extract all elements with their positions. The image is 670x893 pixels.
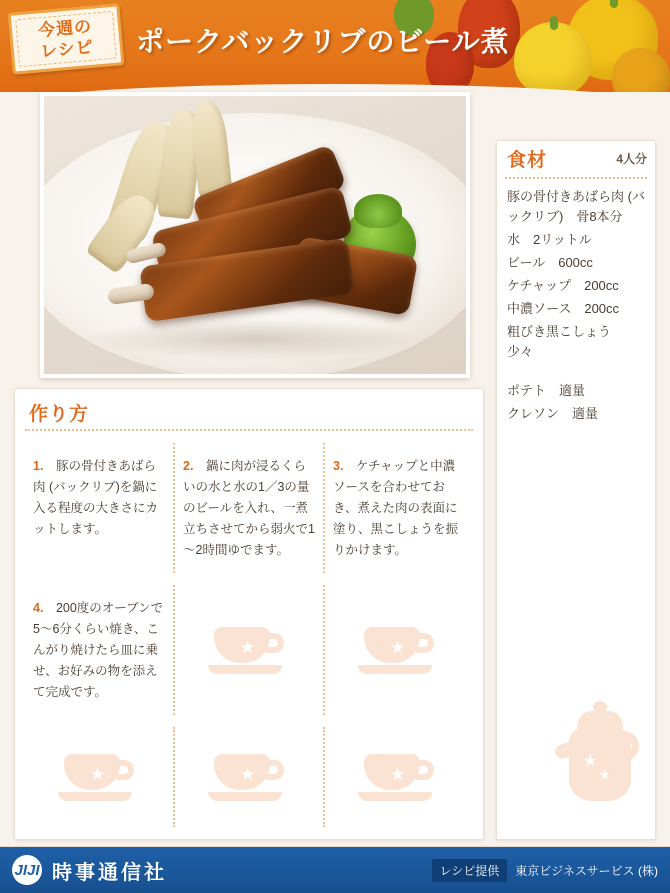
teapot-lid xyxy=(577,711,623,729)
stem-icon-2 xyxy=(550,16,558,30)
star-icon-2: ★ xyxy=(599,767,611,782)
teacup-saucer xyxy=(358,665,432,674)
decor-cell-7 xyxy=(25,721,175,833)
logo-text: JIJI xyxy=(14,861,40,879)
teacup-body xyxy=(214,754,270,790)
star-icon: ★ xyxy=(240,638,256,657)
servings-label: 4人分 xyxy=(616,151,647,166)
step-body-4: 200度のオーブンで5～6分くらい焼き、こんがり焼けたら皿に乗せ、お好みの物を添えて完成です。 xyxy=(33,600,164,699)
plate-shadow xyxy=(84,318,424,360)
badge-line-2: レシピ xyxy=(39,37,95,62)
orange-pepper-icon xyxy=(612,48,670,92)
step-number-3: 3. xyxy=(333,458,344,473)
teacup-saucer xyxy=(208,665,282,674)
ingredient-item: 粗びき黒こしょう 少々 xyxy=(507,324,625,359)
recipe-credit xyxy=(432,859,658,882)
ingredients-divider xyxy=(505,177,647,179)
step-number-2: 2. xyxy=(183,458,194,473)
star-icon: ★ xyxy=(583,753,598,770)
teacup-icon xyxy=(208,621,292,679)
stem-icon xyxy=(610,0,618,8)
step-cell-2 xyxy=(175,437,325,579)
steps-panel xyxy=(14,388,484,840)
step-body-3: ケチャップと中濃ソースを合わせておき、煮えた肉の表面に塗り、黒こしょうを振りかけます。 xyxy=(333,458,459,557)
teapot-knob xyxy=(593,701,607,713)
step-body-2: 鍋に肉が浸るくらいの水と水の1／3の量のビールを入れ、一煮立ちさせてから弱火で1～2時間ゆでます。 xyxy=(183,458,315,557)
teacup-icon-2 xyxy=(358,621,442,679)
badge-line-1: 今週の xyxy=(37,16,93,41)
ingredients-panel xyxy=(496,140,656,840)
step-text-1 xyxy=(33,456,165,540)
teacup-icon-3 xyxy=(58,748,142,806)
teacup-saucer xyxy=(208,792,282,801)
ingredients-spacer xyxy=(507,365,647,381)
teapot-body xyxy=(569,727,631,801)
step-body-1: 豚の骨付きあばら肉 (バックリブ)を鍋に入る程度の大きさにカットします。 xyxy=(33,458,159,536)
step-cell-3 xyxy=(325,437,475,579)
teacup-body xyxy=(364,754,420,790)
steps-grid xyxy=(25,437,475,833)
weekly-recipe-badge-inner xyxy=(15,11,117,67)
weekly-recipe-badge xyxy=(8,3,125,75)
garnish-item: クレソン 適量 xyxy=(507,406,599,421)
step-text-4 xyxy=(33,598,165,703)
jiji-logo-icon xyxy=(12,855,42,885)
page-header xyxy=(0,0,670,92)
decor-cell-5 xyxy=(175,579,325,721)
page-title: ポークバックリブのビール煮 xyxy=(136,26,510,57)
teacup-icon-5 xyxy=(358,748,442,806)
ingredients-title: 食材 xyxy=(507,145,547,172)
steps-title: 作り方 xyxy=(29,399,89,426)
teacup-icon-4 xyxy=(208,748,292,806)
yellow-pepper-icon-2 xyxy=(514,22,592,92)
star-icon: ★ xyxy=(240,765,256,784)
ingredients-header xyxy=(497,141,656,175)
recipe-photo xyxy=(44,96,466,374)
step-number-4: 4. xyxy=(33,600,44,615)
credit-value: 東京ビジネスサービス (株) xyxy=(515,863,658,878)
star-icon: ★ xyxy=(390,638,406,657)
teacup-saucer xyxy=(358,792,432,801)
teacup-body xyxy=(214,627,270,663)
decor-cell-6 xyxy=(325,579,475,721)
step-cell-1 xyxy=(25,437,175,579)
ingredient-item: 中濃ソース 200cc xyxy=(507,301,620,316)
credit-label: レシピ提供 xyxy=(432,859,508,882)
publisher-name: 時事通信社 xyxy=(52,861,167,884)
step-cell-4 xyxy=(25,579,175,721)
step-text-2 xyxy=(183,456,315,561)
ingredient-item: 豚の骨付きあばら肉 (バックリブ) 骨8本分 xyxy=(507,189,645,224)
teapot-icon xyxy=(555,691,641,801)
ingredient-item: 水 2リットル xyxy=(507,232,592,247)
teacup-body xyxy=(64,754,120,790)
teacup-body xyxy=(364,627,420,663)
garnish-item: ポテト 適量 xyxy=(507,383,586,398)
steps-divider xyxy=(25,429,473,431)
ingredient-item: ケチャップ 200cc xyxy=(507,278,619,293)
page-footer xyxy=(0,847,670,893)
decor-cell-8 xyxy=(175,721,325,833)
step-number-1: 1. xyxy=(33,458,44,473)
teacup-saucer xyxy=(58,792,132,801)
decor-cell-9 xyxy=(325,721,475,833)
star-icon: ★ xyxy=(90,765,106,784)
recipe-photo-frame xyxy=(40,92,470,378)
star-icon: ★ xyxy=(390,765,406,784)
ingredient-item: ビール 600cc xyxy=(507,255,593,270)
step-text-3 xyxy=(333,456,465,561)
ingredients-list xyxy=(507,187,647,427)
